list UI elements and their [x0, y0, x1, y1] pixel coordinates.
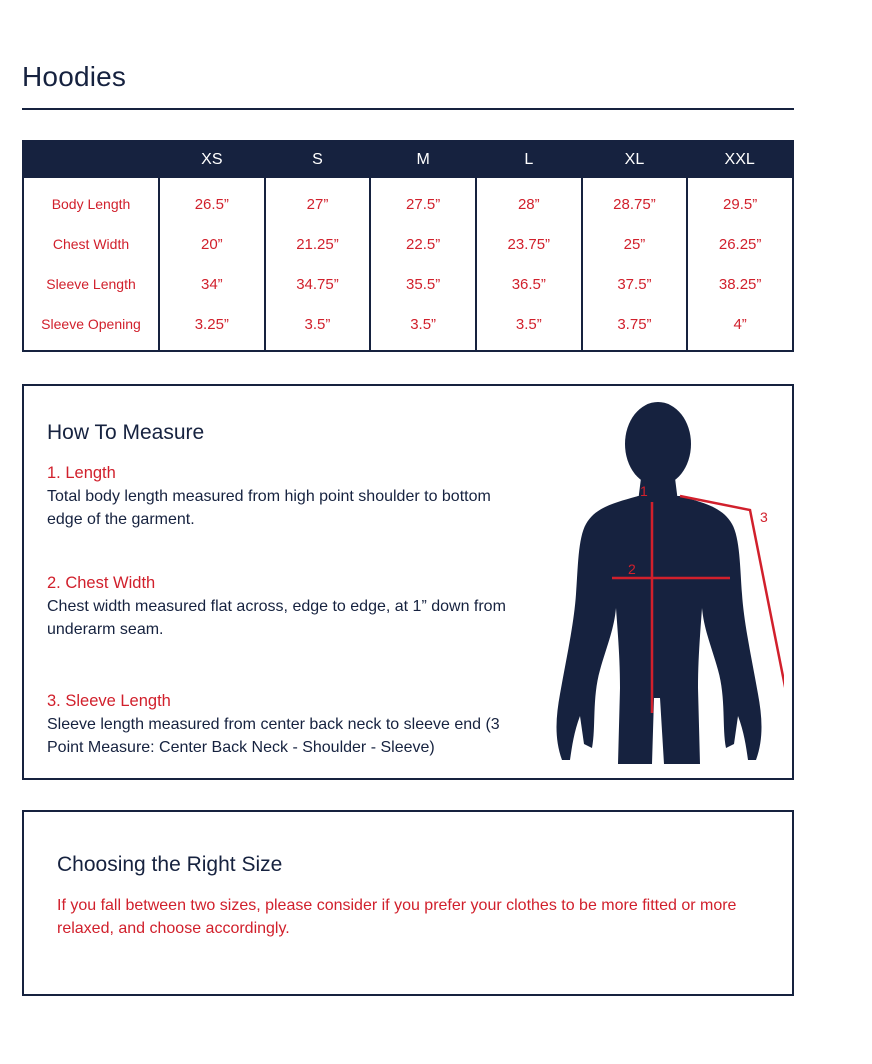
table-cell: 3.5”: [265, 304, 371, 351]
marker-2: 2: [628, 561, 636, 577]
title-divider: [22, 108, 794, 110]
step-title: 3. Sleeve Length: [47, 692, 171, 710]
table-cell: 38.25”: [687, 264, 793, 304]
how-to-measure-heading: How To Measure: [47, 421, 205, 445]
choosing-size-panel: [22, 810, 794, 996]
header-size: L: [476, 141, 582, 178]
row-label: Chest Width: [52, 236, 130, 252]
header-blank: [23, 141, 159, 178]
table-cell: 23.75”: [476, 224, 582, 264]
table-cell: 3.5”: [476, 304, 582, 351]
header-size: M: [370, 141, 476, 178]
table-cell: 26.5”: [159, 178, 265, 224]
step-title: 1. Length: [47, 464, 116, 482]
table-cell: 3.25”: [159, 304, 265, 351]
body-silhouette-icon: [544, 398, 784, 773]
table-cell: 4”: [687, 304, 793, 351]
table-row: [23, 224, 793, 264]
table-cell: 21.25”: [265, 224, 371, 264]
table-cell: 25”: [582, 224, 688, 264]
table-cell: 34”: [159, 264, 265, 304]
header-size: XL: [582, 141, 688, 178]
table-cell: 28.75”: [582, 178, 688, 224]
header-size: S: [265, 141, 371, 178]
table-cell: 28”: [476, 178, 582, 224]
size-header-row: [23, 141, 793, 178]
measure-step-sleeve: [47, 690, 517, 759]
page-title: Hoodies: [22, 60, 127, 92]
table-row: [23, 304, 793, 351]
step-description: Sleeve length measured from center back neck to sleeve end (3 Point Measure: Center Back Neck - Shoulder - Sleeve): [47, 716, 500, 756]
table-cell: 22.5”: [370, 224, 476, 264]
step-title: 2. Chest Width: [47, 574, 156, 592]
table-cell: 35.5”: [370, 264, 476, 304]
table-cell: 29.5”: [687, 178, 793, 224]
marker-3: 3: [760, 509, 768, 525]
table-cell: 3.5”: [370, 304, 476, 351]
header-size: XS: [159, 141, 265, 178]
header-size: XXL: [687, 141, 793, 178]
measure-step-chest: [47, 572, 517, 641]
table-cell: 27.5”: [370, 178, 476, 224]
table-cell: 36.5”: [476, 264, 582, 304]
row-label: Body Length: [51, 196, 131, 212]
table-row: [23, 178, 793, 224]
table-cell: 37.5”: [582, 264, 688, 304]
table-cell: 3.75”: [582, 304, 688, 351]
size-advice-text: If you fall between two sizes, please consider if you prefer your clothes to be more fitted or more relaxed, and choose accordingly.: [57, 897, 737, 937]
how-to-measure-panel: [22, 384, 794, 780]
table-cell: 27”: [265, 178, 371, 224]
table-cell: 26.25”: [687, 224, 793, 264]
choosing-size-heading: Choosing the Right Size: [57, 853, 283, 877]
row-label: Sleeve Length: [46, 276, 136, 292]
step-description: Chest width measured flat across, edge to edge, at 1” down from underarm seam.: [47, 598, 506, 638]
table-cell: 20”: [159, 224, 265, 264]
measure-step-length: [47, 462, 517, 531]
size-chart-table: [22, 140, 794, 352]
step-description: Total body length measured from high point shoulder to bottom edge of the garment.: [47, 488, 491, 528]
row-label: Sleeve Opening: [41, 316, 141, 332]
table-row: [23, 264, 793, 304]
table-cell: 34.75”: [265, 264, 371, 304]
marker-1: 1: [640, 483, 648, 499]
